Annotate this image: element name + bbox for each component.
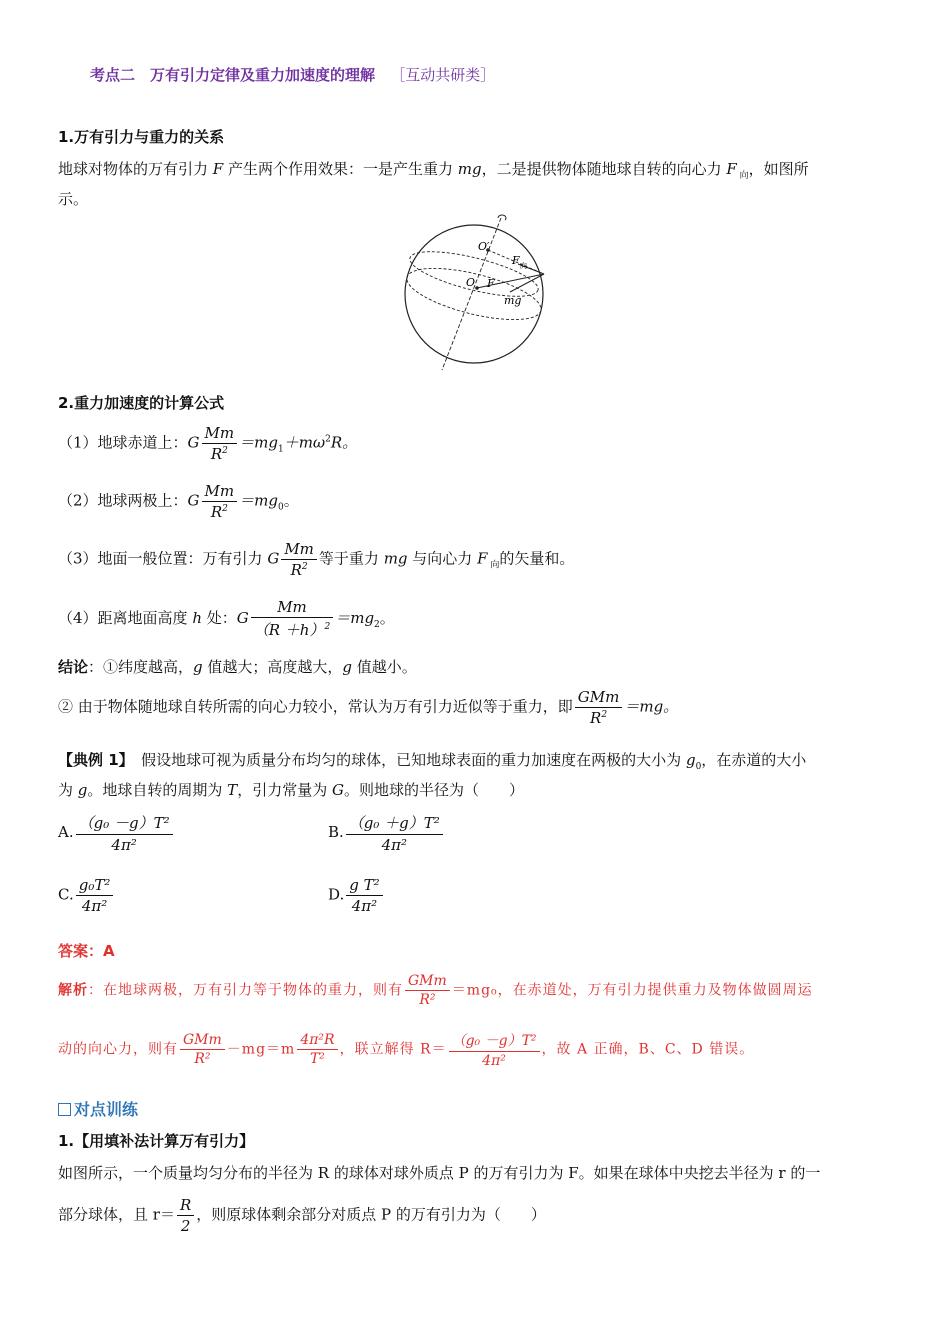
var-h: h bbox=[192, 609, 202, 627]
denominator bbox=[281, 560, 317, 579]
denominator: 4π² bbox=[351, 897, 378, 915]
text: 产生两个作用效果：一是产生重力 bbox=[223, 160, 458, 178]
latitude-ellipse bbox=[406, 243, 542, 306]
label-mg: mg bbox=[504, 294, 522, 307]
fraction bbox=[202, 482, 238, 521]
fraction bbox=[346, 812, 443, 854]
numerator: Mm bbox=[202, 424, 238, 444]
sub-xiang: 向 bbox=[736, 171, 749, 181]
rhs-sub: 1 bbox=[277, 444, 284, 455]
label-f-gravity: F bbox=[487, 277, 495, 290]
den-exp: 2 bbox=[222, 504, 228, 514]
question-tag: 【用填补法计算万有引力】 bbox=[74, 1132, 255, 1150]
formula-item-4 bbox=[58, 598, 395, 640]
rhs: ＝mg。 bbox=[624, 697, 679, 716]
analysis-line2 bbox=[58, 1030, 754, 1069]
practice-title-text: 对点训练 bbox=[74, 1100, 139, 1119]
var-G: G bbox=[331, 781, 344, 799]
formula-item-3 bbox=[58, 540, 574, 579]
conclusion-line1 bbox=[58, 656, 417, 677]
option-label: B. bbox=[328, 823, 344, 841]
denominator: 4π² bbox=[111, 836, 137, 854]
item-label: （1）地球赤道上： bbox=[58, 433, 188, 452]
text: ，在赤道的大小 bbox=[701, 751, 807, 769]
answer-line bbox=[58, 940, 115, 961]
fraction bbox=[449, 1030, 540, 1069]
rhs-end: 。 bbox=[283, 491, 299, 510]
text: 部分球体，且 r＝ bbox=[58, 1205, 175, 1224]
var-g: g bbox=[77, 781, 88, 799]
label-o1: O′ bbox=[478, 240, 490, 253]
sub-xiang: 向 bbox=[487, 560, 500, 571]
rhs2-sup: 2 bbox=[325, 434, 331, 445]
text: 的矢量和。 bbox=[499, 549, 575, 568]
fraction bbox=[297, 1032, 337, 1067]
var-G: G bbox=[236, 609, 249, 627]
example-line2 bbox=[58, 779, 524, 800]
den-exp: 2 bbox=[324, 622, 331, 632]
option-d[interactable] bbox=[328, 876, 385, 915]
text: －mg＝m bbox=[226, 1041, 296, 1058]
item-label: （4）距离地面高度 bbox=[58, 609, 193, 627]
text: 假设地球可视为质量分布均匀的球体，已知地球表面的重力加速度在两极的大小为 bbox=[126, 751, 686, 769]
text: 等于重力 bbox=[318, 549, 384, 568]
denominator: 4π² bbox=[482, 1053, 506, 1069]
numerator: （g₀ －g）T² bbox=[76, 812, 173, 835]
var-F: F bbox=[726, 160, 737, 178]
numerator: （g₀ －g）T² bbox=[449, 1030, 540, 1052]
example-line1 bbox=[58, 749, 806, 772]
text: ，则原球体剩余部分对质点 P 的万有引力为（ ） bbox=[196, 1205, 546, 1224]
option-b[interactable] bbox=[328, 812, 445, 854]
numerator: Mm bbox=[202, 482, 238, 502]
var-F: F bbox=[477, 549, 488, 568]
numerator: GMm bbox=[180, 1032, 225, 1050]
option-label: A. bbox=[58, 823, 74, 841]
label-f: F bbox=[512, 254, 520, 267]
fraction bbox=[575, 688, 623, 727]
section-heading bbox=[90, 64, 495, 85]
text: 地球对物体的万有引力 bbox=[58, 160, 213, 178]
practice-title bbox=[58, 1097, 138, 1120]
earth-diagram bbox=[398, 214, 550, 372]
text: 为 bbox=[58, 781, 78, 799]
den-expr: （R ＋h） bbox=[253, 621, 325, 639]
numerator: Mm bbox=[251, 598, 333, 618]
fraction bbox=[180, 1032, 225, 1067]
rhs-sub: 2 bbox=[374, 620, 380, 630]
question-line2 bbox=[58, 1196, 546, 1235]
rhs-sub: 0 bbox=[277, 502, 284, 513]
option-a[interactable] bbox=[58, 812, 175, 854]
text: ，引力常量为 bbox=[237, 781, 332, 799]
den-R: R bbox=[210, 445, 223, 463]
var-g: g bbox=[193, 658, 203, 676]
text: 动的向心力，则有 bbox=[58, 1041, 178, 1058]
var-g0: g bbox=[685, 751, 696, 769]
fraction bbox=[76, 876, 114, 915]
numerator: GMm bbox=[405, 973, 450, 991]
fraction bbox=[76, 812, 173, 854]
numerator: R bbox=[177, 1196, 194, 1216]
numerator: GMm bbox=[575, 688, 623, 708]
denominator: T² bbox=[309, 1051, 325, 1067]
question-line1: 如图所示，一个质量均匀分布的半径为 R 的球体对球外质点 P 的万有引力为 F。如果在球体中央挖去半径为 r 的一 bbox=[58, 1164, 821, 1182]
rhs-end: 。 bbox=[379, 609, 395, 627]
s1-paragraph-line2: 示。 bbox=[58, 190, 89, 208]
denominator bbox=[202, 444, 238, 463]
earth-circle bbox=[405, 225, 543, 363]
s1-title-text: 万有引力与重力的关系 bbox=[74, 128, 225, 146]
s2-title bbox=[58, 392, 224, 413]
answer-label: 答案： bbox=[58, 942, 104, 960]
fraction bbox=[281, 540, 317, 579]
var-mg: mg bbox=[457, 160, 482, 178]
conclusion-line2 bbox=[58, 688, 678, 727]
s1-num: 1. bbox=[58, 128, 75, 146]
item-label2: 处： bbox=[201, 609, 237, 627]
text: 。则地球的半径为（ ） bbox=[343, 781, 524, 799]
den-exp: 2 bbox=[301, 562, 308, 572]
s2-title-text: 重力加速度的计算公式 bbox=[74, 394, 225, 412]
checkbox-icon bbox=[58, 1103, 71, 1116]
text: ：在地球两极，万有引力等于物体的重力，则有 bbox=[88, 982, 403, 999]
text: ，联立解得 R＝ bbox=[339, 1041, 447, 1058]
mg-arrow bbox=[510, 274, 544, 292]
fraction bbox=[202, 424, 238, 463]
var-G: G bbox=[267, 549, 280, 568]
text: ，如图所 bbox=[748, 160, 809, 178]
s2-num: 2. bbox=[58, 394, 75, 412]
text: ：①纬度越高， bbox=[88, 658, 194, 676]
rhs: ＝mg bbox=[239, 491, 278, 510]
formula-item-1 bbox=[58, 424, 357, 463]
rhs3: R。 bbox=[330, 433, 358, 452]
item-label: （2）地球两极上： bbox=[58, 491, 188, 510]
answer-value: A bbox=[103, 942, 115, 960]
numerator: （g₀ ＋g）T² bbox=[346, 812, 443, 835]
question-title bbox=[58, 1130, 254, 1151]
rhs: ＝mg bbox=[335, 609, 375, 627]
denominator bbox=[202, 502, 238, 521]
denominator: R² bbox=[194, 1051, 211, 1067]
denominator: R² bbox=[419, 992, 436, 1008]
var-mg: mg bbox=[383, 549, 408, 568]
den-exp: 2 bbox=[222, 446, 228, 456]
text: 值越大；高度越大， bbox=[202, 658, 343, 676]
numerator: Mm bbox=[281, 540, 317, 560]
analysis-line1 bbox=[58, 973, 813, 1008]
numerator: 4π²R bbox=[297, 1032, 337, 1050]
text: 值越小。 bbox=[352, 658, 417, 676]
s1-title bbox=[58, 126, 224, 147]
den-exp: 2 bbox=[601, 710, 608, 720]
text: ，故 A 正确，B、C、D 错误。 bbox=[541, 1041, 755, 1058]
rhs2: ＋mω bbox=[283, 433, 326, 452]
section-title: 考点二 万有引力定律及重力加速度的理解 bbox=[90, 66, 376, 84]
point-o bbox=[475, 286, 479, 290]
fraction bbox=[177, 1196, 194, 1235]
option-label: D. bbox=[328, 885, 345, 904]
var-F: F bbox=[212, 160, 224, 178]
denominator: 4π² bbox=[381, 836, 408, 854]
fraction bbox=[251, 598, 333, 640]
rhs: ＝mg bbox=[239, 433, 278, 452]
den-R: R bbox=[290, 561, 302, 579]
text: 。地球自转的周期为 bbox=[87, 781, 228, 799]
fraction bbox=[346, 876, 382, 915]
text: ② 由于物体随地球自转所需的向心力较小，常认为万有引力近似等于重力，即 bbox=[58, 697, 573, 716]
label-o: O bbox=[466, 276, 476, 289]
numerator: g₀T² bbox=[76, 876, 114, 896]
var-G: G bbox=[187, 491, 200, 510]
var-G: G bbox=[187, 433, 200, 452]
numerator: g T² bbox=[346, 876, 382, 896]
s1-paragraph-line1 bbox=[58, 158, 809, 181]
var-g: g bbox=[342, 658, 353, 676]
question-num: 1. bbox=[58, 1132, 75, 1150]
item-label: （3）地面一般位置：万有引力 bbox=[58, 549, 268, 568]
denominator: 4π² bbox=[81, 897, 108, 915]
conclusion-label: 结论 bbox=[58, 658, 89, 676]
var-T: T bbox=[227, 781, 238, 799]
text: ＝mg₀，在赤道处，万有引力提供重力及物体做圆周运 bbox=[451, 982, 813, 999]
denominator: 2 bbox=[180, 1217, 191, 1235]
sub-0: 0 bbox=[695, 762, 702, 772]
formula-item-2 bbox=[58, 482, 299, 521]
example-tag: 【典例 1】 bbox=[58, 751, 127, 769]
section-tag: ［互动共研类］ bbox=[390, 66, 496, 84]
option-c[interactable] bbox=[58, 876, 115, 915]
option-label: C. bbox=[58, 885, 74, 904]
rotation-arrow-icon bbox=[498, 215, 506, 220]
label-f-sub: 向 bbox=[520, 262, 527, 270]
text: 与向心力 bbox=[407, 549, 478, 568]
den-R: R bbox=[210, 503, 223, 521]
fraction bbox=[405, 973, 450, 1008]
analysis-label: 解析 bbox=[58, 982, 88, 999]
text: ，二是提供物体随地球自转的向心力 bbox=[481, 160, 727, 178]
denominator bbox=[251, 618, 333, 640]
denominator bbox=[575, 708, 623, 727]
den-R: R bbox=[590, 709, 602, 727]
